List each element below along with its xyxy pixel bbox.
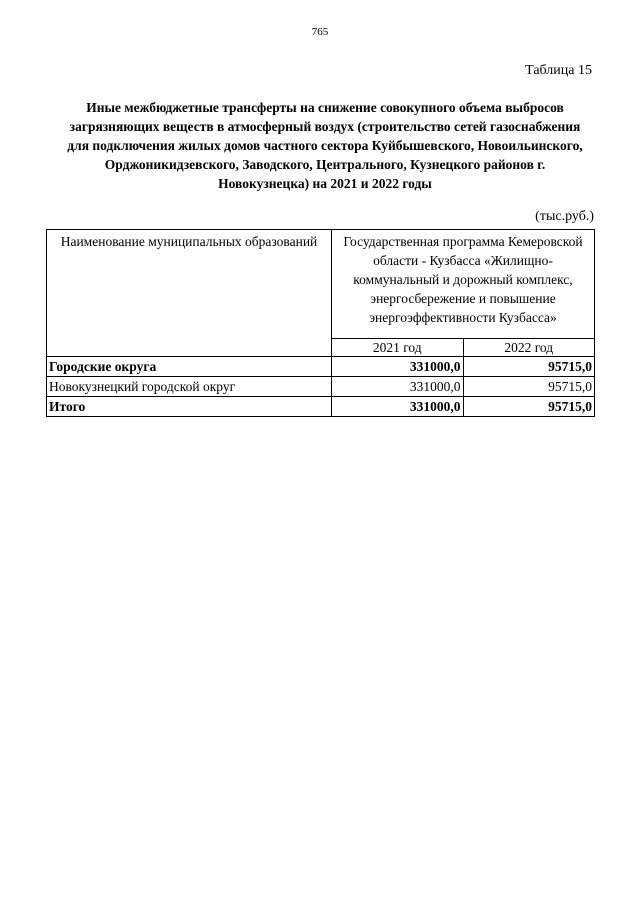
- row-value-2021: 331000,0: [332, 357, 464, 377]
- table-header-row: [47, 230, 595, 339]
- transfers-table: [46, 229, 595, 417]
- header-program-line: энергоэффективности Кузбасса»: [369, 310, 557, 325]
- row-name: Итого: [47, 397, 332, 417]
- page-number: 765: [311, 26, 329, 38]
- row-name: Городские округа: [47, 357, 332, 377]
- table-row: [47, 377, 595, 397]
- table-row: [47, 397, 595, 417]
- header-program-line: коммунальный и дорожный комплекс,: [353, 272, 573, 287]
- row-value-2022: 95715,0: [463, 397, 595, 417]
- row-value-2021: 331000,0: [332, 377, 464, 397]
- title-line: Иные межбюджетные трансферты на снижение совокупного объема выбросов: [86, 100, 564, 115]
- title-line: для подключения жилых домов частного сектора Куйбышевского, Новоильинского,: [67, 138, 583, 153]
- header-program-line: области - Кузбасса «Жилищно-: [373, 253, 553, 268]
- header-municipality: Наименование муниципальных образований: [47, 230, 332, 357]
- table-row: [47, 357, 595, 377]
- row-name: Новокузнецкий городской округ: [47, 377, 332, 397]
- row-value-2022: 95715,0: [463, 377, 595, 397]
- units-label: (тыс.руб.): [535, 209, 594, 224]
- header-year-2022: 2022 год: [463, 339, 595, 357]
- header-program-line: Государственная программа Кемеровской: [343, 234, 583, 249]
- title-line: загрязняющих веществ в атмосферный воздух (строительство сетей газоснабжения: [69, 119, 581, 134]
- header-program: [332, 230, 595, 339]
- header-year-2021: 2021 год: [332, 339, 464, 357]
- header-program-line: энергосбережение и повышение: [370, 291, 556, 306]
- table-caption: Таблица 15: [525, 63, 592, 78]
- title-line: Новокузнецка) на 2021 и 2022 годы: [218, 176, 432, 191]
- document-title: [40, 98, 610, 193]
- row-value-2022: 95715,0: [463, 357, 595, 377]
- row-value-2021: 331000,0: [332, 397, 464, 417]
- title-line: Орджоникидзевского, Заводского, Центрального, Кузнецкого районов г.: [104, 157, 546, 172]
